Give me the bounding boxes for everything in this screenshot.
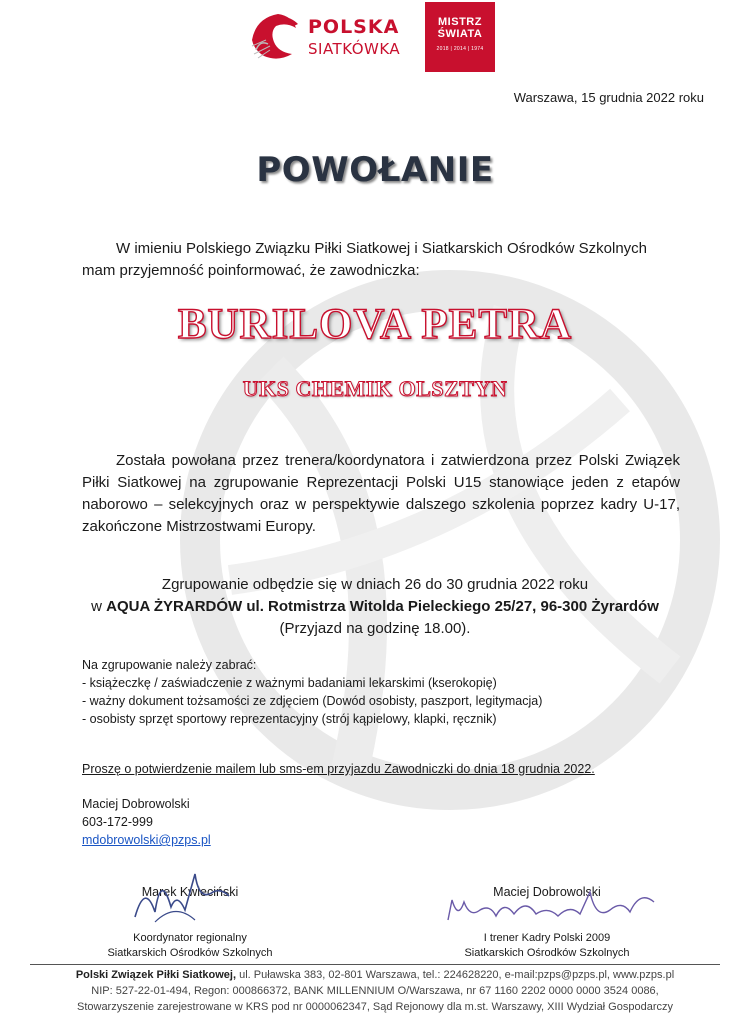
camp-arrival: (Przyjazd na godzinę 18.00). bbox=[279, 620, 471, 637]
letter-date: Warszawa, 15 grudnia 2022 roku bbox=[513, 90, 704, 105]
signatory-right-role bbox=[452, 931, 642, 961]
footer-line2: NIP: 527-22-01-494, Regon: 000866372, BANK MILLENNIUM O/Warszawa, nr 67 1160 2202 0000 0000 3524 0086, bbox=[91, 985, 659, 997]
camp-dates: Zgrupowanie odbędzie się w dniach 26 do 30 grudnia 2022 roku bbox=[161, 576, 589, 593]
footer-org: Polski Związek Piłki Siatkowej, bbox=[75, 969, 237, 981]
contact-name: Maciej Dobrowolski bbox=[82, 797, 190, 811]
club-name: UKS CHEMIK OLSZTYN bbox=[242, 376, 508, 401]
signature-right bbox=[452, 885, 642, 961]
packing-list-item: - ważny dokument tożsamości ze zdjęciem (Dowód osobisty, paszport, legitymacja) bbox=[82, 694, 543, 708]
signatory-left-name: Marek Kwieciński bbox=[141, 885, 239, 899]
signatory-left-role-line1: Koordynator regionalny bbox=[133, 932, 247, 944]
footer-address: ul. Puławska 383, 02-801 Warszawa, tel.: 224628220, e-mail:pzps@pzps.pl, www.pzps.pl bbox=[236, 969, 675, 981]
world-champion-badge bbox=[425, 2, 495, 72]
footer-line1 bbox=[0, 967, 750, 983]
contact-email-link[interactable]: mdobrowolski@pzps.pl bbox=[82, 833, 211, 847]
badge-years: 2018 | 2014 | 1974 bbox=[436, 46, 484, 52]
player-name: BURILOVA PETRA bbox=[177, 301, 573, 348]
intro-line2: mam przyjemność poinformować, że zawodniczka: bbox=[82, 262, 420, 279]
signatory-left-role bbox=[95, 931, 285, 961]
signature-left bbox=[95, 885, 285, 961]
packing-list-item: - osobisty sprzęt sportowy reprezentacyjny (strój kąpielowy, klapki, ręcznik) bbox=[82, 712, 497, 726]
badge-line1: MISTRZ bbox=[438, 16, 482, 28]
badge-line2: ŚWIATA bbox=[437, 28, 483, 40]
logo-text-polska: POLSKA bbox=[308, 16, 400, 38]
packing-list bbox=[82, 656, 702, 728]
packing-list-heading: Na zgrupowanie należy zabrać: bbox=[82, 658, 257, 672]
footer-line3: Stowarzyszenie zarejestrowane w KRS pod nr 0000062347, Sąd Rejonowy dla m.st. Warszawy, XIII Wydział Gospodarczy bbox=[76, 1001, 673, 1013]
signatory-right-role-line2: Siatkarskich Ośrodków Szkolnych bbox=[464, 947, 630, 959]
eagle-ball-icon bbox=[248, 10, 304, 62]
camp-location: AQUA ŻYRARDÓW ul. Rotmistrza Witolda Pieleckiego 25/27, 96-300 Żyrardów bbox=[106, 598, 659, 615]
nomination-paragraph: Została powołana przez trenera/koordynatora i zatwierdzona przez Polski Związek Piłki Siatkowej na zgrupowanie Reprezentacji Polski U15 stanowiące jeden z etapów naborowo – selekcyjnych oraz w perspektywie dalszego szkolenia poprzez kadry U-17, zakończone Mistrzostwami Europy. bbox=[82, 452, 680, 535]
contact-block bbox=[82, 795, 211, 849]
footer-divider bbox=[30, 964, 720, 965]
packing-list-item: - książeczkę / zaświadczenie z ważnymi badaniami lekarskimi (kserokopię) bbox=[82, 676, 497, 690]
confirmation-request: Proszę o potwierdzenie mailem lub sms-em przyjazdu Zawodniczki do dnia 18 grudnia 2022. bbox=[82, 762, 595, 776]
polska-siatkowka-logo bbox=[248, 10, 418, 62]
document-title: POWOŁANIE bbox=[256, 150, 494, 190]
signatory-left-role-line2: Siatkarskich Ośrodków Szkolnych bbox=[107, 947, 273, 959]
letterhead bbox=[0, 0, 750, 80]
contact-phone: 603-172-999 bbox=[82, 815, 153, 829]
signatory-right-name: Maciej Dobrowolski bbox=[493, 885, 601, 899]
signatory-right-role-line1: I trener Kadry Polski 2009 bbox=[483, 932, 611, 944]
camp-details bbox=[0, 574, 750, 640]
camp-location-prefix: w bbox=[91, 598, 102, 615]
intro-line1: W imieniu Polskiego Związku Piłki Siatkowej i Siatkarskich Ośrodków Szkolnych bbox=[116, 240, 648, 257]
footer bbox=[0, 967, 750, 1015]
camp-location-line bbox=[0, 596, 750, 618]
logo-text-siatkowka: SIATKÓWKA bbox=[308, 40, 401, 58]
intro-paragraph bbox=[82, 238, 682, 282]
